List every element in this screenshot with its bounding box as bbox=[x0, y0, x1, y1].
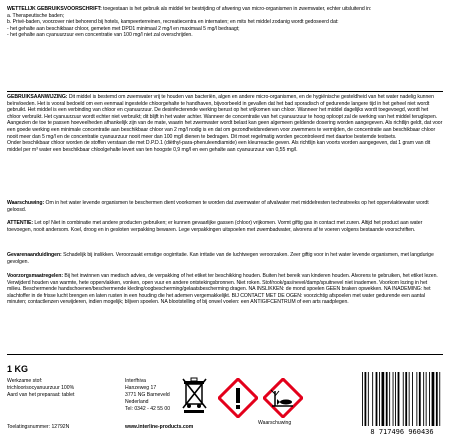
barcode-bar bbox=[412, 372, 413, 426]
signal-word: Waarschuwing bbox=[258, 420, 292, 426]
barcode-bar bbox=[429, 372, 430, 426]
barcode-icon bbox=[360, 370, 444, 438]
precaution-text: Bij het inwinnen van medisch advies, de verpakking of het etiket ter beschikking houden. Buiten het bereik van kinderen houden. Alvorens te gebruiken, het etiket lezen. Verwijderd houden van warmte, hete oppervlakken, vonken, open vuur en andere ontstekingsbronnen. Niet roken. Stof/rook/gas/nevel/damp/spuitnevel niet inademen. Voorkom lozing in het milieu. Beschermende handschoenen/beschermende kleding/oogbescherming/gelaatsbescherming dragen. NA INSLIKKEN: de mond spoelen GEEN braken opwekken. NA INADEMING: het slachtoffer in de frisse lucht brengen en laten rusten in een houding die het ademen vergemakkelijkt. BIJ CONTACT MET DE OGEN: voorzichtig afspoelen met water gedurende een aantal minuten; contactlenzen verwijderen, indien mogelijk; blijven spoelen. NA blootstelling of bij onwel voelen: een ANTIGIFCENTRUM of een arts raadplegen. bbox=[7, 273, 438, 306]
legal-b: b. Privé-baden, voorzover niet behorend bij hotels, kampeerterreinen, recreatiecentra en internaten; en mits het middel zodanig wordt gedoseerd dat: bbox=[7, 19, 339, 26]
usage-section bbox=[7, 94, 443, 153]
composition-line: Werkzame stof: bbox=[7, 378, 43, 384]
hazard-label: Gevarenaanduidingen: bbox=[7, 252, 62, 258]
company-line: Tel: 0342 - 42 55 00 bbox=[125, 405, 171, 412]
barcode-bar bbox=[398, 372, 400, 426]
exclamation-hazard-icon bbox=[218, 378, 258, 418]
barcode-bar bbox=[379, 372, 380, 426]
barcode-bar bbox=[423, 372, 424, 426]
barcode-bar bbox=[426, 372, 427, 426]
barcode-bar bbox=[416, 372, 417, 426]
website: www.interline-products.com bbox=[125, 424, 194, 430]
waste-bin-crossed-icon bbox=[181, 376, 208, 414]
barcode-bar bbox=[386, 372, 388, 426]
barcode-bar bbox=[362, 372, 363, 426]
registration-number: Toelatingsnummer: 12792N bbox=[7, 424, 70, 430]
legal-intro: toegestaan is het gebruik als middel ter bestrijding of afwering van micro-organismen in zwemwater, echter uitsluitend in: bbox=[103, 6, 372, 12]
legal-a: a. Therapeutische baden; bbox=[7, 12, 65, 19]
net-weight: 1 KG bbox=[7, 364, 29, 374]
composition-line: Aard van het preparaat: tablet bbox=[7, 391, 75, 398]
company-line: Hanzeweg 17 bbox=[125, 384, 157, 391]
legal-b1: - het gehalte aan beschikbaar chloor, gemeten met DPD1 minimaal 2 mg/l en maximaal 5 mg/l bedraagt; bbox=[7, 25, 240, 32]
barcode-bar bbox=[409, 372, 410, 426]
usage-heading: GEBRUIKSAANWIJZING: bbox=[7, 94, 68, 100]
warning-label: Waarschuwing: bbox=[7, 200, 45, 206]
hazard-section bbox=[7, 252, 443, 265]
composition-line: trichloorisocyanuurzuur 100% bbox=[7, 384, 75, 391]
legal-heading: WETTELIJK GEBRUIKSVOORSCHRIFT: bbox=[7, 6, 102, 12]
barcode-bar bbox=[436, 372, 438, 426]
usage-p1: Dit middel is bestemd om zwemwater vrij te houden van bacteriën, algen en andere micro-organismen, en de hygiënische gesteldheid van het water nadelig kunnen beïnvloeden. Het is vooral bedoeld om een eenmaal ingestelde chloorgehalte te handhaven, bijvoorbeeld in gevallen dat het bad sporadisch of gedurende langere tijd in het geheel niet wordt gebruikt. Het middel is een verbinding van chloor en cyanuurzuur. De desinfecterende werking berust op het vrijkomen van chloor. Wanneer het middel dagelijks wordt toegevoegd, wordt het chloor verbruikt. Het cyanuurzuur wordt echter niet verbruikt; dit blijft in het water achter. Wanneer de concentratie van het cyanuurzuur te hoog oploopt zal de werking van het middel teruglopen. Aangezien de toe te passen hoeveelheden afhankelijk zijn van de mate, waarin het zwemwater wordt belast kan geen algemeen geldende dosering worden aangegeven. Als richtlijn geldt, dat voor een goede werking een minimale concentratie aan beschikbaar chloor van 2 mg/l nodig is en dat om gezondheidsredenen voor zwemmers te vermijden, de concentratie aan beschikbaar chloor nooit meer dan 5 mg/l en de concentratie cyanuurzuur nooit meer dan 100 mg/l dienen te bedragen. Dit moet regelmatig worden gecontroleerd met daartoe bestemde testsets. bbox=[7, 94, 443, 140]
divider bbox=[7, 91, 443, 92]
company-line: Interfhiva bbox=[125, 378, 146, 384]
barcode-bar bbox=[372, 372, 373, 426]
environment-hazard-icon bbox=[263, 378, 303, 418]
barcode-bar bbox=[389, 372, 390, 426]
legal-b2: - het gehalte aan cyanuurzuur een concentratie van 100 mg/l niet zal overschrijden. bbox=[7, 32, 193, 39]
precaution-section bbox=[7, 273, 443, 306]
legal-section bbox=[7, 6, 443, 39]
company-line: Nederland bbox=[125, 398, 149, 405]
composition bbox=[7, 378, 74, 398]
barcode-digits: 8 717496 960436 bbox=[370, 428, 434, 436]
precaution-label: Voorzorgsmaatregelen: bbox=[7, 273, 63, 279]
barcode-bar bbox=[432, 372, 435, 426]
attention-section bbox=[7, 220, 443, 233]
warning-text: Om in het water levende organismen te beschermen dient voorkomen te worden dat zwemwater of afvalwater met middelresten technstreeks op het oppervlaktewater wordt geloosd. bbox=[7, 200, 429, 213]
company-line: 3771 NG Barneveld bbox=[125, 391, 170, 398]
barcode-bar bbox=[405, 372, 407, 426]
barcode-bar bbox=[395, 372, 396, 426]
warning-section bbox=[7, 200, 443, 213]
barcode-bar bbox=[439, 372, 440, 426]
company-address bbox=[125, 378, 170, 413]
barcode-bar bbox=[365, 372, 367, 426]
attention-text: Let op! Niet in combinatie met andere producten gebruiken; er kunnen gevaarlijke gassen (chloor) vrijkomen. Vormt giftig gas in contact met zuren. Altijd het product aan water toevoegen, nooit andersom. Koel, droog en in gesloten verpakking bewaren. Lege verpakkingen uitspoelen met zwembadwater, alvorens af te voeren volgens bestaande voorschriften. bbox=[7, 220, 423, 233]
divider bbox=[7, 354, 443, 355]
barcode-bar bbox=[368, 372, 369, 426]
barcode-bar bbox=[393, 372, 394, 426]
attention-label: ATTENTIE: bbox=[7, 220, 34, 226]
barcode-bar bbox=[403, 372, 404, 426]
hazard-text: Schadelijk bij inslikken. Veroorzaakt ernstige oogirritatie. Kan irritatie van de luchtwegen veroorzaken. Zeer giftig voor in het water levende organismen, met langdurige gevolgen. bbox=[7, 252, 434, 265]
barcode-bar bbox=[376, 372, 378, 426]
barcode-bar bbox=[382, 372, 385, 426]
barcode-bar bbox=[419, 372, 421, 426]
usage-p2: Onder beschikbaar chloor worden de stoffen verstaan die met D.P.D.1 (diëthyl-para-phenuleendiamide) een kleurreactie geven. Als richtlijn kan voorts worden aangegeven, dat 1 gram van dit middel per m³ water een beschikbaar chloolgehalte levert van ten hoogste 0,9 mg/l en een gehalte aan cyanuurzuur van 0,55 mg/l. bbox=[7, 140, 431, 153]
